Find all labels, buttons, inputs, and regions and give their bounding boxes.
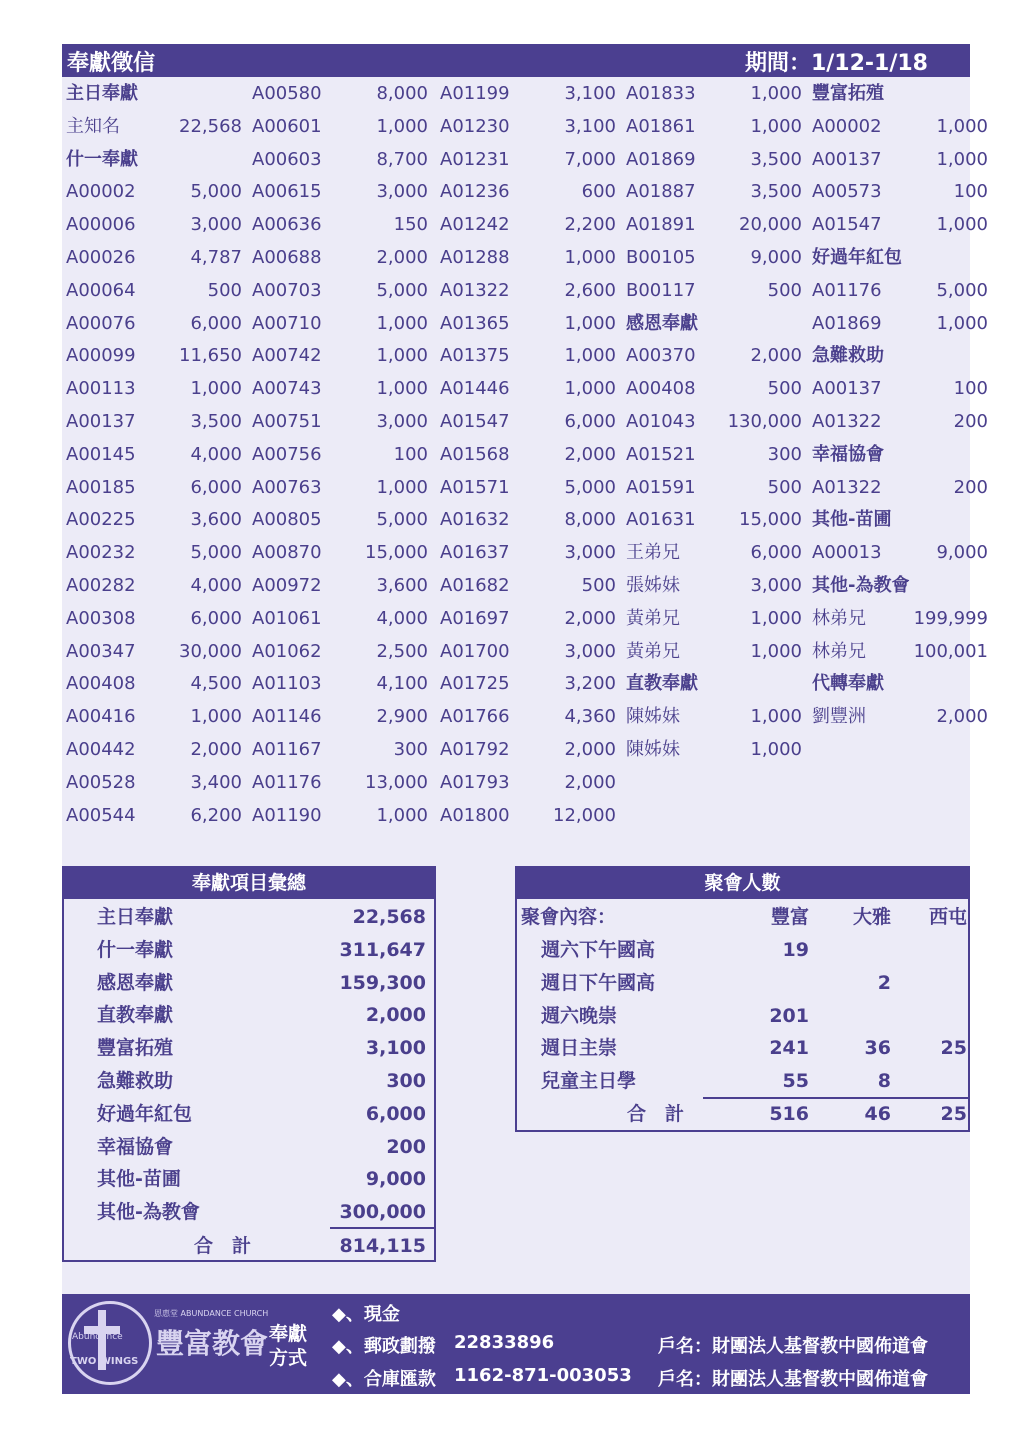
donation-amount: 12,000 — [553, 804, 616, 826]
donor-code: A01446 — [440, 378, 510, 400]
attendance-row-label: 週六下午國高 — [541, 939, 656, 961]
donation-amount: 5,000 — [190, 542, 242, 564]
donation-amount: 1,000 — [936, 214, 988, 236]
donor-code: A00026 — [66, 247, 136, 268]
donation-amount: 100 — [393, 443, 428, 465]
summary-item-label: 其他-為教會 — [97, 1201, 200, 1224]
donation-amount: 600 — [581, 181, 616, 203]
donation-amount: 1,000 — [936, 115, 988, 137]
donor-code: A00763 — [252, 476, 322, 498]
donor-code: B00117 — [626, 279, 696, 301]
report-header — [62, 44, 970, 77]
donor-code: A00742 — [252, 345, 322, 367]
church-logo-icon — [68, 1301, 152, 1385]
donation-amount: 4,360 — [564, 706, 616, 728]
summary-item-value: 9,000 — [365, 1168, 426, 1191]
donor-code: A00636 — [252, 214, 322, 236]
summary-total-label: 合 計 — [194, 1235, 252, 1257]
donation-amount: 3,100 — [564, 115, 616, 137]
donation-amount: 3,600 — [376, 575, 428, 596]
donor-code: A01887 — [626, 181, 696, 203]
donor-code: A01725 — [440, 673, 510, 695]
donation-amount: 3,000 — [564, 640, 616, 662]
category-heading: 什一奉獻 — [66, 148, 138, 170]
donation-amount: 199,999 — [913, 607, 988, 629]
donor-code: A01792 — [440, 739, 510, 760]
donation-amount: 3,000 — [564, 542, 616, 564]
attendance-total-label: 合 計 — [627, 1103, 685, 1125]
donation-amount: 22,568 — [179, 115, 242, 137]
donation-amount: 3,000 — [190, 214, 242, 236]
donor-code: A01322 — [812, 476, 882, 498]
donation-amount: 2,900 — [376, 706, 428, 728]
attendance-count: 36 — [864, 1037, 891, 1060]
summary-item-value: 3,100 — [365, 1037, 426, 1060]
donation-amount: 3,200 — [564, 673, 616, 695]
donation-amount: 4,000 — [190, 443, 242, 465]
report-title: 奉獻徵信 — [67, 51, 156, 76]
donation-amount: 1,000 — [564, 312, 616, 334]
attendance-count — [753, 967, 809, 1000]
donor-code: A00751 — [252, 411, 322, 432]
donor-code: 陳姊妹 — [626, 739, 680, 760]
summary-item-label: 感恩奉獻 — [97, 971, 174, 994]
donor-code: A00225 — [66, 509, 136, 531]
summary-item-value: 6,000 — [365, 1102, 426, 1125]
summary-item-label: 其他-苗圃 — [97, 1168, 181, 1191]
donation-amount: 2,000 — [376, 247, 428, 268]
donation-amount: 1,000 — [376, 378, 428, 400]
attendance-content-label: 聚會內容： — [521, 906, 617, 928]
attendance-count: 201 — [769, 1004, 809, 1027]
donor-code: A00603 — [252, 148, 322, 170]
donation-amount: 6,000 — [190, 312, 242, 334]
donor-code: A01322 — [440, 279, 510, 301]
donation-amount: 3,000 — [750, 575, 802, 596]
donor-code: A01236 — [440, 181, 510, 203]
donor-code: A00442 — [66, 739, 136, 760]
donor-code: A00308 — [66, 607, 136, 629]
summary-item-label: 急難救助 — [97, 1070, 174, 1092]
summary-item-label: 直教奉獻 — [97, 1004, 174, 1027]
donor-code: A01869 — [626, 148, 696, 170]
donation-amount: 1,000 — [750, 607, 802, 629]
donor-code: A01682 — [440, 575, 510, 596]
donor-code: A00013 — [812, 542, 882, 564]
donation-amount: 300 — [767, 443, 802, 465]
donor-code: A01547 — [440, 411, 510, 432]
logo-subtitle: 恩惠堂 ABUNDANCE CHURCH — [154, 1309, 269, 1318]
attendance-count: 8 — [877, 1070, 891, 1093]
donation-amount: 2,000 — [564, 739, 616, 760]
donor-code: A01632 — [440, 509, 510, 531]
donation-amount: 4,500 — [190, 673, 242, 695]
site-fengfu: 豐富 — [770, 906, 809, 928]
donation-amount: 6,200 — [190, 804, 242, 826]
donor-code: A00416 — [66, 706, 136, 728]
donation-amount: 200 — [953, 476, 988, 498]
donor-code: A00573 — [812, 181, 882, 203]
donor-code: A01176 — [252, 771, 322, 793]
summary-divider — [330, 1227, 434, 1229]
donor-code: A01800 — [440, 804, 510, 826]
attendance-count — [911, 1000, 967, 1033]
donor-code: A01190 — [252, 804, 322, 826]
donor-code: A01061 — [252, 607, 322, 629]
category-heading: 主日奉獻 — [66, 83, 138, 104]
donation-amount: 2,000 — [750, 345, 802, 367]
donation-amount: 3,500 — [750, 181, 802, 203]
donor-code: 王弟兄 — [626, 542, 680, 564]
donor-code: A01167 — [252, 739, 322, 760]
summary-item-label: 豐富拓殖 — [97, 1037, 174, 1060]
category-heading: 急難救助 — [812, 345, 884, 367]
donation-amount: 1,000 — [376, 804, 428, 826]
donation-amount: 11,650 — [179, 345, 242, 367]
site-daya: 大雅 — [852, 906, 891, 928]
summary-item-label: 什一奉獻 — [97, 938, 174, 961]
category-heading: 感恩奉獻 — [626, 312, 698, 334]
donor-code: A00544 — [66, 804, 136, 826]
attendance-count: 241 — [769, 1037, 809, 1060]
donation-amount: 1,000 — [936, 148, 988, 170]
donor-code: A00113 — [66, 378, 136, 400]
donor-code: A01288 — [440, 247, 510, 268]
donation-amount: 6,000 — [190, 476, 242, 498]
donor-code: A01375 — [440, 345, 510, 367]
donation-amount: 3,000 — [376, 181, 428, 203]
summary-title: 奉獻項目彙總 — [64, 868, 434, 899]
donor-code: A00528 — [66, 771, 136, 793]
summary-item-label: 幸福協會 — [97, 1135, 174, 1158]
summary-total-value: 814,115 — [339, 1235, 426, 1257]
donation-amount: 100 — [953, 181, 988, 203]
donation-amount: 1,000 — [376, 312, 428, 334]
category-heading: 直教奉獻 — [626, 673, 698, 695]
donor-code: A01833 — [626, 83, 696, 104]
donation-amount: 15,000 — [365, 542, 428, 564]
donation-amount: 8,000 — [376, 83, 428, 104]
donor-code: A00137 — [66, 411, 136, 432]
donor-code: A01103 — [252, 673, 322, 695]
donor-code: A00580 — [252, 83, 322, 104]
summary-item-label: 好過年紅包 — [97, 1102, 193, 1125]
donor-code: A00703 — [252, 279, 322, 301]
donor-code: 黃弟兄 — [626, 640, 680, 662]
summary-item-value: 159,300 — [339, 971, 426, 994]
donation-amount: 9,000 — [750, 247, 802, 268]
offering-summary — [62, 866, 436, 1262]
donor-code: A01230 — [440, 115, 510, 137]
attendance-count: 25 — [940, 1037, 967, 1060]
bank-holder: 戶名：財團法人基督教中國佈道會 — [658, 1369, 928, 1390]
donor-code: A00972 — [252, 575, 322, 596]
donor-code: A00076 — [66, 312, 136, 334]
category-heading: 幸福協會 — [812, 443, 884, 465]
donation-amount: 2,000 — [564, 607, 616, 629]
attendance-total-fengfu: 516 — [769, 1103, 809, 1125]
attendance-row-label: 週日下午國高 — [541, 971, 656, 994]
summary-item-label: 主日奉獻 — [97, 906, 174, 928]
donor-code: A01043 — [626, 411, 696, 432]
donation-amount: 6,000 — [190, 607, 242, 629]
donation-amount: 4,100 — [376, 673, 428, 695]
method-label-line: 方式 — [268, 1347, 307, 1369]
bank-account: 1162-871-003053 — [454, 1365, 632, 1386]
donation-amount: 5,000 — [376, 509, 428, 531]
offering-report — [62, 44, 988, 1394]
church-name: 豐富教會 — [156, 1327, 269, 1360]
donor-code: A01568 — [440, 443, 510, 465]
donation-amount: 1,000 — [750, 640, 802, 662]
donation-amount: 8,000 — [564, 509, 616, 531]
donation-amount: 3,100 — [564, 83, 616, 104]
donor-code: A01062 — [252, 640, 322, 662]
donor-code: A00408 — [66, 673, 136, 695]
offering-methods-footer — [62, 1294, 970, 1394]
logo-tag: Abundance — [72, 1332, 123, 1342]
postal-account: 22833896 — [454, 1332, 555, 1353]
donation-amount: 6,000 — [564, 411, 616, 432]
donation-amount: 15,000 — [739, 509, 802, 531]
donor-code: A00805 — [252, 509, 322, 531]
donor-code: A00002 — [66, 181, 136, 203]
donation-amount: 1,000 — [376, 476, 428, 498]
donor-code: A01697 — [440, 607, 510, 629]
donation-amount: 1,000 — [564, 378, 616, 400]
donor-code: A00601 — [252, 115, 322, 137]
donation-amount: 500 — [581, 575, 616, 596]
postal-holder: 戶名：財團法人基督教中國佈道會 — [658, 1336, 928, 1357]
method-label-line: 奉獻 — [268, 1323, 307, 1345]
donation-amount: 7,000 — [564, 148, 616, 170]
donation-amount: 500 — [767, 378, 802, 400]
summary-item-value: 311,647 — [339, 938, 426, 961]
donation-amount: 2,500 — [376, 640, 428, 662]
donation-amount: 5,000 — [936, 279, 988, 301]
donor-code: 陳姊妹 — [626, 706, 680, 728]
attendance-count: 19 — [782, 939, 809, 961]
donation-amount: 130,000 — [727, 411, 802, 432]
donation-amount: 2,000 — [564, 771, 616, 793]
donor-code: A00870 — [252, 542, 322, 564]
summary-item-value: 300 — [386, 1070, 426, 1092]
donor-code: A01793 — [440, 771, 510, 793]
donor-code: A01861 — [626, 115, 696, 137]
category-heading: 其他-苗圃 — [812, 509, 892, 531]
donation-amount: 1,000 — [190, 378, 242, 400]
donation-amount: 3,600 — [190, 509, 242, 531]
donor-code: 劉豐洲 — [812, 706, 866, 728]
donor-code: A00710 — [252, 312, 322, 334]
donation-amount: 4,000 — [376, 607, 428, 629]
donation-amount: 2,600 — [564, 279, 616, 301]
donation-amount: 300 — [393, 739, 428, 760]
donor-code: A00137 — [812, 378, 882, 400]
report-period: 期間：1/12-1/18 — [744, 51, 928, 76]
donation-amount: 150 — [393, 214, 428, 236]
logo-tag2: TWO WINGS — [70, 1356, 139, 1367]
attendance-table — [515, 866, 970, 1132]
donation-amount: 20,000 — [739, 214, 802, 236]
donor-code: A01199 — [440, 83, 510, 104]
donation-amount: 2,000 — [936, 706, 988, 728]
attendance-count — [835, 1000, 891, 1033]
donor-code: A00370 — [626, 345, 696, 367]
donor-code: A01591 — [626, 476, 696, 498]
attendance-total-daya: 46 — [864, 1103, 891, 1125]
offering-method-label — [268, 1322, 308, 1370]
attendance-total-xitun: 25 — [940, 1103, 967, 1125]
attendance-count — [911, 934, 967, 967]
donation-amount: 2,000 — [190, 739, 242, 760]
donation-amount: 1,000 — [936, 312, 988, 334]
donor-code: A00743 — [252, 378, 322, 400]
donor-code: A00145 — [66, 443, 136, 465]
method-cash: ◆、現金 — [332, 1304, 400, 1325]
donation-amount: 1,000 — [564, 345, 616, 367]
donor-code: 黃弟兄 — [626, 607, 680, 629]
attendance-count — [835, 934, 891, 967]
donor-code: A01547 — [812, 214, 882, 236]
donor-code: A00347 — [66, 640, 136, 662]
donation-amount: 100,001 — [913, 640, 988, 662]
donation-amount: 5,000 — [376, 279, 428, 301]
donation-amount: 6,000 — [750, 542, 802, 564]
attendance-count — [911, 967, 967, 1000]
donation-amount: 1,000 — [564, 247, 616, 268]
donation-amount: 3,500 — [750, 148, 802, 170]
method-bank: ◆、合庫匯款 — [332, 1369, 436, 1390]
donation-amount: 100 — [953, 378, 988, 400]
summary-item-value: 300,000 — [339, 1201, 426, 1224]
donor-code: A00615 — [252, 181, 322, 203]
donation-amount: 1,000 — [376, 345, 428, 367]
donation-amount: 1,000 — [750, 739, 802, 760]
donation-amount: 3,500 — [190, 411, 242, 432]
category-heading: 好過年紅包 — [812, 247, 902, 268]
site-xitun: 西屯 — [928, 906, 967, 928]
donation-amount: 13,000 — [365, 771, 428, 793]
donation-amount: 1,000 — [190, 706, 242, 728]
donor-code: A01766 — [440, 706, 510, 728]
donation-amount: 8,700 — [376, 148, 428, 170]
donation-amount: 30,000 — [179, 640, 242, 662]
donation-amount: 1,000 — [750, 706, 802, 728]
donor-code: A00408 — [626, 378, 696, 400]
donor-code: A00099 — [66, 345, 136, 367]
donor-code: A00185 — [66, 476, 136, 498]
summary-item-value: 200 — [386, 1135, 426, 1158]
donor-code: A01637 — [440, 542, 510, 564]
donor-code: A00137 — [812, 148, 882, 170]
donor-code: A01176 — [812, 279, 882, 301]
donor-code: A01322 — [812, 411, 882, 432]
attendance-count: 2 — [877, 971, 891, 994]
donation-amount: 9,000 — [936, 542, 988, 564]
donor-code: A00232 — [66, 542, 136, 564]
donor-code: A01869 — [812, 312, 882, 334]
category-heading: 其他-為教會 — [812, 575, 910, 596]
donation-amount: 500 — [207, 279, 242, 301]
attendance-title: 聚會人數 — [517, 868, 968, 899]
donor-code: A01231 — [440, 148, 510, 170]
donor-code: A01365 — [440, 312, 510, 334]
donation-amount: 2,000 — [564, 443, 616, 465]
summary-item-value: 22,568 — [352, 906, 426, 928]
attendance-row-label: 兒童主日學 — [541, 1070, 637, 1093]
donor-code: A01891 — [626, 214, 696, 236]
attendance-count: 55 — [782, 1070, 809, 1093]
donor-code: 林弟兄 — [812, 640, 866, 662]
donor-code: A00002 — [812, 115, 882, 137]
donation-amount: 500 — [767, 476, 802, 498]
attendance-row-label: 週日主崇 — [541, 1037, 618, 1060]
donation-amount: 4,787 — [190, 247, 242, 268]
donation-amount: 1,000 — [750, 115, 802, 137]
donation-amount: 1,000 — [750, 83, 802, 104]
donor-code: 林弟兄 — [812, 607, 866, 629]
donor-code: A00282 — [66, 575, 136, 596]
attendance-count — [911, 1065, 967, 1098]
donor-code: A01571 — [440, 476, 510, 498]
donor-code: 主知名 — [66, 115, 120, 137]
category-heading: 豐富拓殖 — [812, 83, 884, 104]
donation-amount: 500 — [767, 279, 802, 301]
summary-item-value: 2,000 — [365, 1004, 426, 1027]
donation-amount: 4,000 — [190, 575, 242, 596]
attendance-row-label: 週六晚崇 — [541, 1004, 618, 1027]
donation-amount: 2,200 — [564, 214, 616, 236]
donation-amount: 3,400 — [190, 771, 242, 793]
donor-code: A00064 — [66, 279, 136, 301]
donor-code: A00006 — [66, 214, 136, 236]
donor-code: A01521 — [626, 443, 696, 465]
method-postal: ◆、郵政劃撥 — [332, 1336, 436, 1357]
donation-amount: 1,000 — [376, 115, 428, 137]
donation-amount: 5,000 — [190, 181, 242, 203]
category-heading: 代轉奉獻 — [812, 673, 884, 695]
donor-code: A00688 — [252, 247, 322, 268]
donation-amount: 5,000 — [564, 476, 616, 498]
donor-code: A00756 — [252, 443, 322, 465]
donor-code: A01146 — [252, 706, 322, 728]
donation-amount: 200 — [953, 411, 988, 432]
donation-amount: 3,000 — [376, 411, 428, 432]
donor-code: A01242 — [440, 214, 510, 236]
donor-code: B00105 — [626, 247, 696, 268]
donor-code: 張姊妹 — [626, 575, 680, 596]
donor-code: A01631 — [626, 509, 696, 531]
donor-code: A01700 — [440, 640, 510, 662]
